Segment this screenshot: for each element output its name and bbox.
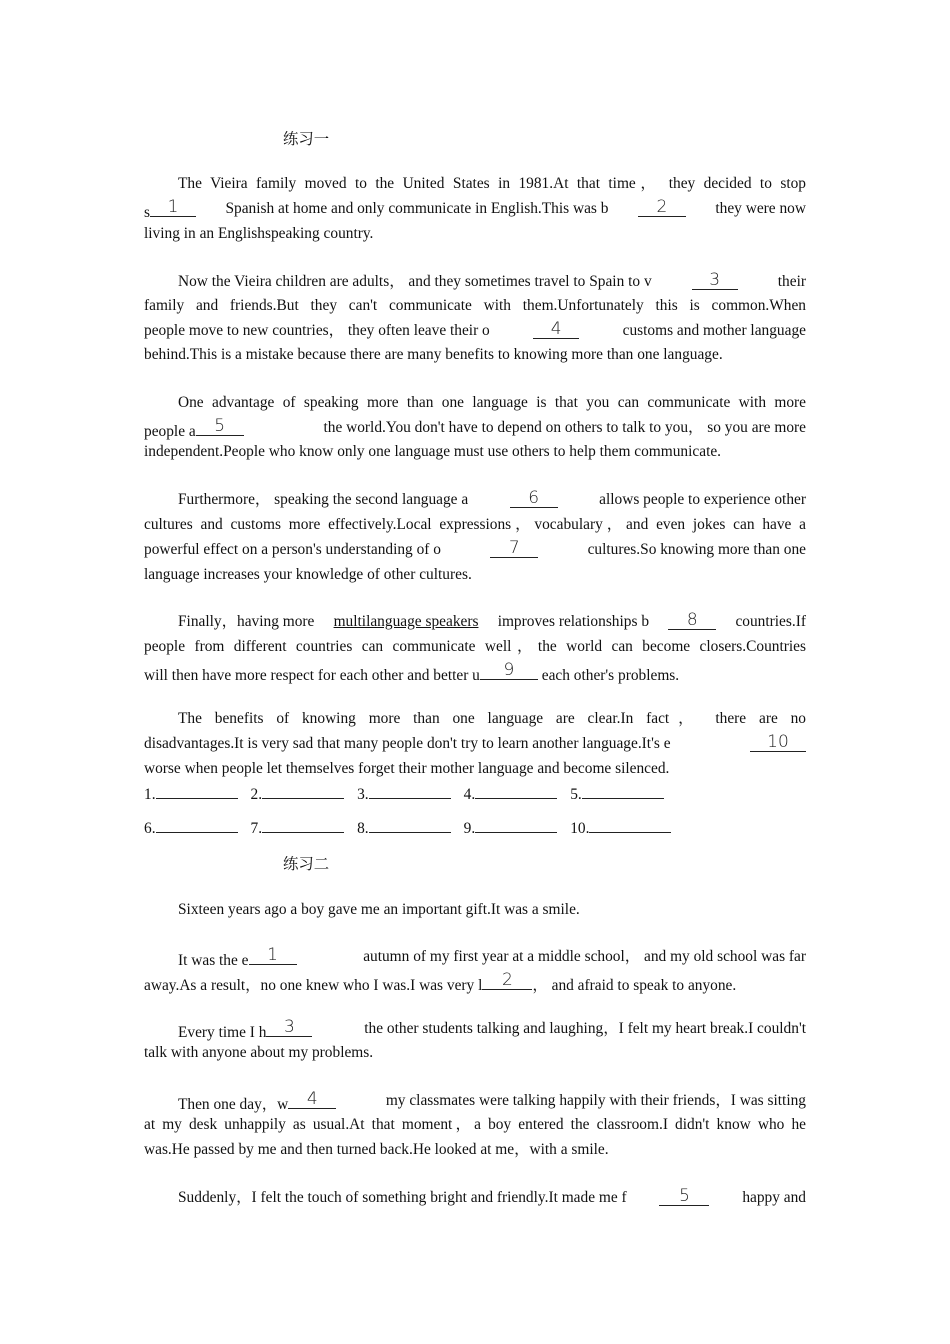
text: ， and afraid to speak to anyone. [532, 977, 737, 994]
ex2-p5-line1 [144, 1188, 806, 1208]
text: Every time I h [178, 1024, 267, 1041]
text: people move to new countries， they often leave their o [144, 322, 490, 339]
blank-7[interactable]: 7 [490, 540, 538, 558]
text: will then have more respect for each other and better u [144, 667, 480, 684]
ex1-p6-line1: The benefits of knowing more than one language are clear.In fact， there are no [178, 710, 806, 727]
text: It was the e [178, 952, 249, 969]
blank-4[interactable]: 4 [288, 1091, 336, 1109]
ex2-p4-line3: was.He passed by me and then turned back.He looked at me，with a smile. [144, 1141, 609, 1158]
text: the other students talking and laughing，I felt my heart break.I couldn't [364, 1020, 806, 1037]
blank-9[interactable]: 9 [480, 662, 538, 680]
text: powerful effect on a person's understanding of o [144, 541, 441, 558]
exercise-1-title: 练习一 [283, 131, 330, 148]
text: Spanish at home and only communicate in English.This was b [225, 200, 609, 217]
ex1-p2-line2: family and friends.But they can't communicate with them.Unfortunately this is common.When [144, 297, 806, 314]
ex1-p2-line3 [144, 321, 806, 341]
answer-2[interactable]: 2. [251, 784, 345, 805]
underlined-phrase: multilanguage speakers [333, 613, 479, 630]
ex1-p4-line2: cultures and customs more effectively.Local expressions，vocabulary，and even jokes can have a [144, 516, 806, 533]
ex2-p2-line1 [144, 947, 806, 971]
text: Suddenly，I felt the touch of something bright and friendly.It made me f [178, 1189, 627, 1206]
text: each other's problems. [541, 667, 680, 684]
ex1-p5-line2: people from different countries can communicate well，the world can become closers.Countries [144, 638, 806, 655]
text: they were now [715, 200, 806, 217]
text: improves relationships b [497, 613, 650, 630]
text: people a [144, 423, 196, 440]
blank-3[interactable]: 3 [692, 272, 738, 290]
answer-5[interactable]: 5. [570, 784, 664, 805]
ex1-p3-line2 [144, 418, 806, 442]
answer-10[interactable]: 10. [570, 818, 671, 839]
blank-1[interactable]: 1 [249, 947, 297, 965]
ex2-p3-line2: talk with anyone about my problems. [144, 1044, 374, 1061]
answer-7[interactable]: 7. [251, 818, 345, 839]
answer-6[interactable]: 6. [144, 818, 238, 839]
text: customs and mother language [622, 322, 806, 339]
answer-1[interactable]: 1. [144, 784, 238, 805]
text: their [777, 273, 806, 290]
text: my classmates were talking happily with their friends，I was sitting [385, 1092, 806, 1109]
ex2-p4-line1 [144, 1091, 806, 1115]
text: the world.You don't have to depend on others to talk to you， so you are more [323, 419, 806, 436]
blank-8[interactable]: 8 [668, 612, 716, 630]
ex1-p3-line3: independent.People who know only one language must use others to help them communicate. [144, 443, 722, 460]
ex1-p4-line4: language increases your knowledge of other cultures. [144, 566, 472, 583]
text: cultures.So knowing more than one [587, 541, 806, 558]
text: disadvantages.It is very sad that many people don't try to learn another language.It's e [144, 735, 671, 752]
ex1-p1-line1: The Vieira family moved to the United States in 1981.At that time， they decided to stop [178, 175, 806, 192]
blank-6[interactable]: 6 [510, 490, 558, 508]
blank-2[interactable]: 2 [482, 972, 532, 990]
ex2-p3-line1 [144, 1019, 806, 1043]
ex1-p4-line1 [144, 490, 806, 510]
ex1-p1-line3: living in an Englishspeaking country. [144, 225, 374, 242]
answer-row-1 [144, 784, 806, 805]
text: Finally，having more [178, 613, 315, 630]
blank-10[interactable]: 10 [750, 734, 806, 752]
ex1-p6-line3: worse when people let themselves forget their mother language and become silenced. [144, 760, 670, 777]
ex1-p1-line2 [144, 199, 806, 223]
ex2-p4-line2: at my desk unhappily as usual.At that moment，a boy entered the classroom.I didn't know who he [144, 1116, 806, 1133]
text: away.As a result，no one knew who I was.I was very l [144, 977, 483, 994]
ex1-p3-line1: One advantage of speaking more than one language is that you can communicate with more [178, 394, 806, 411]
answer-8[interactable]: 8. [357, 818, 451, 839]
text: happy and [742, 1189, 806, 1206]
ex1-p2-line1 [144, 272, 806, 292]
answer-4[interactable]: 4. [464, 784, 558, 805]
text: autumn of my first year at a middle school， and my old school was far [363, 948, 806, 965]
text: allows people to experience other [599, 491, 806, 508]
exercise-2-title: 练习二 [283, 856, 330, 873]
blank-1[interactable]: 1 [150, 199, 196, 217]
blank-2[interactable]: 2 [638, 199, 686, 217]
text: s [144, 204, 150, 221]
ex1-p5-line3 [144, 662, 806, 686]
text: Furthermore， speaking the second language a [178, 491, 469, 508]
blank-5[interactable]: 5 [196, 418, 244, 436]
blank-5[interactable]: 5 [659, 1188, 709, 1206]
answer-3[interactable]: 3. [357, 784, 451, 805]
ex1-p2-line4: behind.This is a mistake because there are many benefits to knowing more than one language. [144, 346, 723, 363]
ex1-p4-line3 [144, 540, 806, 560]
ex2-p1: Sixteen years ago a boy gave me an important gift.It was a smile. [178, 901, 580, 918]
text: Now the Vieira children are adults， and they sometimes travel to Spain to v [178, 273, 652, 290]
blank-3[interactable]: 3 [266, 1019, 312, 1037]
answer-row-2 [144, 818, 806, 839]
ex1-p5-line1 [144, 612, 806, 632]
blank-4[interactable]: 4 [533, 321, 579, 339]
ex2-p2-line2 [144, 972, 806, 996]
text: Then one day，w [178, 1096, 289, 1113]
ex1-p6-line2 [144, 734, 806, 754]
answer-9[interactable]: 9. [464, 818, 558, 839]
text: countries.If [735, 613, 806, 630]
